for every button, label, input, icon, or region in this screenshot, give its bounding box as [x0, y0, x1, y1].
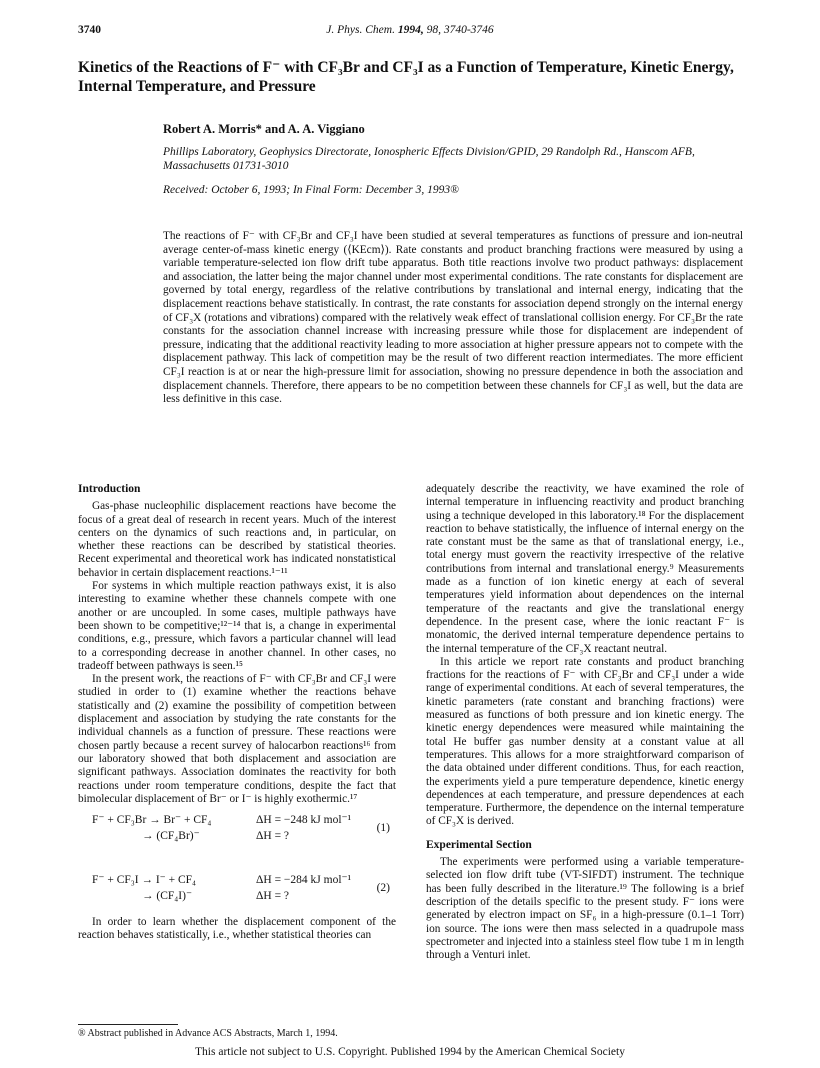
equation-2-enthalpy-2: ΔH = ? — [256, 890, 290, 903]
equation-1-enthalpy-1: ΔH = −248 kJ mol⁻¹ — [256, 814, 352, 827]
intro-paragraph-1: Gas-phase nucleophilic displacement reactions have become the focus of a great deal of research in recent years. Much of the interest centers on the dynamics of such reactions and, in particular, on whether these reactions can be described by statistical theories. Recent experimental and theoretical work has indicated nonstatistical behavior in certain displacement reactions.¹⁻¹¹ — [78, 500, 396, 579]
section-heading-experimental: Experimental Section — [426, 838, 532, 851]
journal-pages: 3740-3746 — [443, 24, 494, 36]
footnote: ® Abstract published in Advance ACS Abstracts, March 1, 1994. — [78, 1028, 338, 1039]
left-column — [78, 483, 396, 943]
journal-name: J. Phys. Chem. — [326, 24, 395, 36]
journal-volume: 98, — [426, 24, 441, 36]
equation-2-line-2: → (CF₄I)⁻ — [142, 890, 193, 903]
journal-citation — [78, 24, 742, 36]
right-paragraph-1: adequately describe the reactivity, we have examined the role of internal temperature in influencing reactivity and product branching using a technique developed in this laboratory.¹⁸ For the displacement reaction to behave statistically, the influence of internal energy on the rate constant must be the same as that of translational energy, i.e., total energy must govern the reactivity irrespective of the relative contributions from internal and translational energy.⁹ Measurements made as a function of ion kinetic energy at each of several temperatures yield information about dependences on the internal temperature of the reactants and give the translational energy dependence. In the present case, where the ionic reactant F⁻ is monatomic, the derived internal temperature dependence pertains to the internal temperature of the CF₃X reactant neutral. — [426, 483, 744, 655]
affiliation: Phillips Laboratory, Geophysics Directorate, Ionospheric Effects Division/GPID, 29 Randolph Rd., Hanscom AFB, Massachusetts 01731-3010 — [163, 146, 695, 172]
equation-1 — [78, 814, 396, 848]
abstract: The reactions of F⁻ with CF₃Br and CF₃I have been studied at several temperatures as functions of pressure and ion-neutral average center-of-mass kinetic energy (⟨KEcm⟩). Rate constants and product branching fractions were measured by using a variable temperature-selected ion flow drift tube apparatus. Both title reactions involve two product pathways: displacement and association, the latter being the major channel under most experimental conditions. The rate constants for displacement are governed by total energy, regardless of the relative contributions by translational and internal energy, indicating that the displacement reactions behave statistically. In contrast, the rate constants for association depend strongly on the internal energy of CF₃X (rotations and vibrations) compared with the relatively weak effect of translational collision energy. For CF₃Br the rate constants for the association channel increase with increasing pressure while those for displacement are independent of pressure, indicating that the additional reactivity leading to more association at higher pressure appears not to compete with the displacement pathway. This lack of competition may be the result of two different reaction intermediates. The more efficient CF₃I reaction is at or near the high-pressure limit for association, showing no pressure dependence in both the association and displacement channels. Therefore, there appears to be no competition between these channels for CF₃I as well, but the data are less definitive in this case. — [163, 230, 743, 406]
equation-2 — [78, 874, 396, 908]
equation-1-enthalpy-2: ΔH = ? — [256, 830, 290, 843]
experimental-paragraph-1: The experiments were performed using a variable temperature-selected ion flow drift tube (VT-SIFDT) instrument. The technique has been fully described in the literature.¹⁹ The following is a brief description of the details specific to the present study. F⁻ ions were generated by electron impact on SF₆ in a high-pressure (0.1–1 Torr) ion source. The ions were then mass selected in a quadrupole mass spectrometer and injected into a stainless steel flow tube 1 m in length through a Venturi inlet. — [426, 856, 744, 962]
journal-year: 1994, — [397, 24, 424, 36]
article-title: Kinetics of the Reactions of F⁻ with CF₃Br and CF₃I as a Function of Temperature, Kinetic Energy, Internal Temperature, and Pressure — [78, 59, 734, 95]
copyright-footer: This article not subject to U.S. Copyright. Published 1994 by the American Chemical Society — [195, 1046, 625, 1058]
received-dates: Received: October 6, 1993; In Final Form: December 3, 1993® — [163, 184, 459, 196]
equation-2-number: (2) — [376, 882, 390, 895]
footnote-rule — [78, 1024, 178, 1025]
right-paragraph-2: In this article we report rate constants and product branching fractions for the reactions of F⁻ with CF₃Br and CF₃I under a wide range of experimental conditions. At each of several temperatures, the kinetic parameters (rate constant and branching fractions) were measured as functions of both pressure and ion kinetic energy. The kinetic energy dependences were measured while maintaining the total He buffer gas number density at a constant value at all temperatures. This allows for a more straightforward comparison of the data obtained under different conditions. Thus, for each reaction, the experiments yield a pure temperature dependence, kinetic energy dependences at each temperature, and pressure dependences at each temperature. Furthermore, the dependence on the internal temperature of CF₃X is derived. — [426, 655, 744, 828]
page-number: 3740 — [78, 24, 101, 36]
right-column — [426, 483, 744, 962]
intro-paragraph-4: In order to learn whether the displacement component of the reaction behaves statistically, i.e., whether statistical theories can — [78, 916, 396, 942]
equation-2-line-1: F⁻ + CF₃I → I⁻ + CF₄ — [92, 874, 197, 887]
equation-1-number: (1) — [376, 822, 390, 835]
section-heading-introduction: Introduction — [78, 483, 141, 495]
running-header — [78, 24, 742, 40]
equation-1-line-1: F⁻ + CF₃Br → Br⁻ + CF₄ — [92, 814, 212, 827]
equation-1-line-2: → (CF₄Br)⁻ — [142, 830, 200, 843]
equation-2-enthalpy-1: ΔH = −284 kJ mol⁻¹ — [256, 874, 352, 887]
author-list: Robert A. Morris* and A. A. Viggiano — [163, 122, 365, 136]
intro-paragraph-3: In the present work, the reactions of F⁻ with CF₃Br and CF₃I were studied in order to (1) examine whether the reactions behave statistically and (2) examine the possibility of competition between displacement and association by studying the rate constants for the individual channels as a function of pressure. These reactions were chosen partly because a recent survey of halocarbon reactions¹⁶ from our laboratory showed that both displacement and association are significant pathways. Association dominates the reactivity for both reactions under room temperature conditions, despite the fact that bimolecular displacement of Br⁻ or I⁻ is highly exothermic.¹⁷ — [78, 673, 396, 805]
intro-paragraph-2: For systems in which multiple reaction pathways exist, it is also interesting to examine whether these channels compete with one another or are uncoupled. In some cases, multiple pathways have been shown to be competitive;¹²⁻¹⁴ that is, a change in experimental conditions, e.g., pressure, which favors a particular channel will lead to a corresponding decrease in another channel. In other cases, no tradeoff between pathways is seen.¹⁵ — [78, 580, 396, 672]
